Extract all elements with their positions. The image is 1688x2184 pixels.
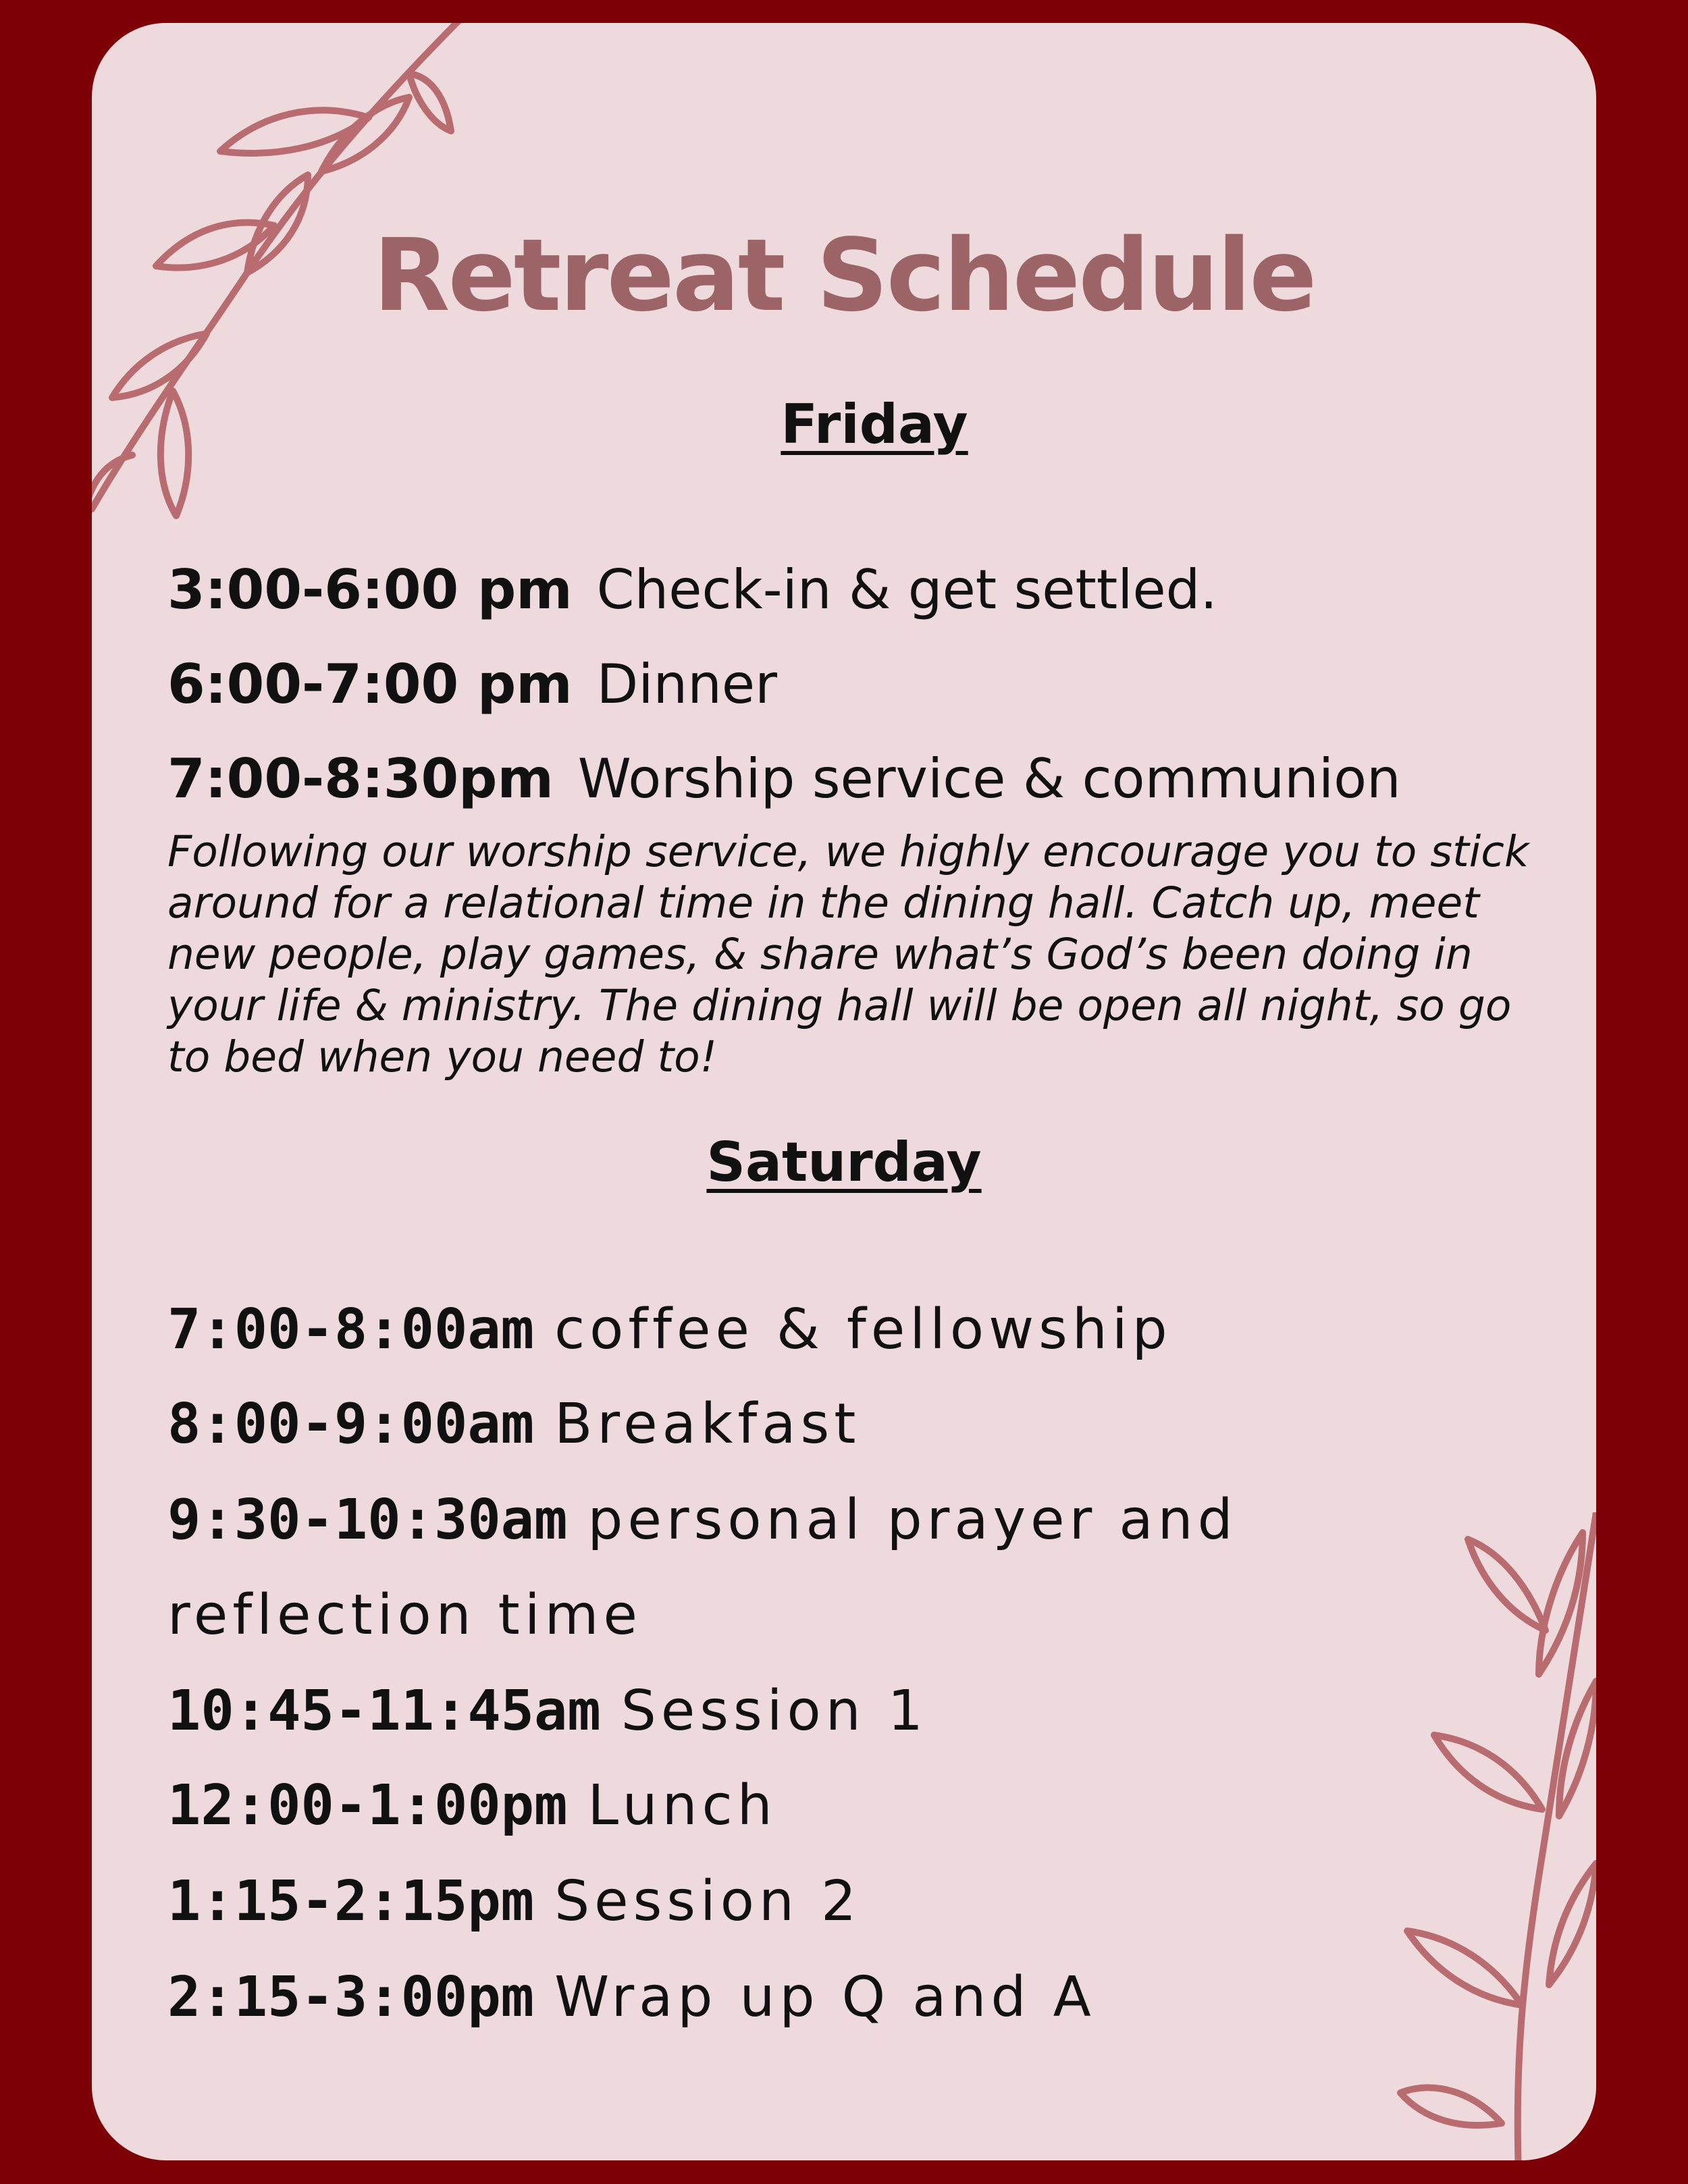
schedule-card bbox=[92, 23, 1596, 2160]
schedule-row bbox=[167, 1965, 1096, 2029]
schedule-activity: Breakfast bbox=[554, 1392, 861, 1456]
schedule-activity: reflection time bbox=[167, 1583, 642, 1647]
schedule-time: 3:00-6:00 pm bbox=[167, 558, 573, 621]
leaf-branch-bottom-right-icon bbox=[1394, 1512, 1596, 2160]
page-title: Retreat Schedule bbox=[373, 217, 1315, 334]
schedule-time: 12:00-1:00pm bbox=[167, 1774, 568, 1838]
schedule-row bbox=[167, 747, 1401, 810]
schedule-row bbox=[167, 1298, 1172, 1362]
schedule-activity: Dinner bbox=[596, 653, 777, 716]
schedule-activity: coffee & fellowship bbox=[554, 1298, 1172, 1362]
schedule-time: 1:15-2:15pm bbox=[167, 1869, 535, 1934]
schedule-time: 2:15-3:00pm bbox=[167, 1965, 535, 2029]
schedule-time: 9:30-10:30am bbox=[167, 1488, 568, 1552]
schedule-row bbox=[167, 1488, 1238, 1552]
schedule-time: 8:00-9:00am bbox=[167, 1392, 535, 1456]
schedule-time: 7:00-8:30pm bbox=[167, 747, 554, 810]
saturday-heading-label: Saturday bbox=[706, 1131, 982, 1194]
schedule-time: 6:00-7:00 pm bbox=[167, 653, 573, 716]
schedule-row bbox=[167, 1869, 862, 1934]
schedule-row bbox=[167, 1679, 928, 1743]
schedule-activity: Wrap up Q and A bbox=[554, 1965, 1096, 2029]
schedule-activity: personal prayer and bbox=[587, 1488, 1238, 1552]
schedule-activity: Lunch bbox=[587, 1774, 777, 1838]
schedule-activity: Session 2 bbox=[554, 1869, 862, 1934]
friday-heading bbox=[92, 393, 1596, 456]
schedule-time: 7:00-8:00am bbox=[167, 1298, 535, 1362]
schedule-row bbox=[167, 1392, 861, 1456]
schedule-activity: Check-in & get settled. bbox=[596, 558, 1217, 621]
saturday-heading bbox=[92, 1131, 1596, 1194]
schedule-activity: Worship service & communion bbox=[577, 747, 1401, 810]
schedule-time: 10:45-11:45am bbox=[167, 1679, 601, 1743]
schedule-activity: Session 1 bbox=[621, 1679, 928, 1743]
schedule-row bbox=[167, 1774, 777, 1838]
schedule-row-continued bbox=[167, 1583, 642, 1647]
friday-heading-label: Friday bbox=[781, 393, 968, 456]
schedule-row bbox=[167, 558, 1217, 621]
schedule-row bbox=[167, 653, 777, 716]
friday-note: Following our worship service, we highly encourage you to stick around for a relational time in the dining hall. Catch up, meet new people, play games, & share what’s God’s been doing in your life & ministry. The dining hall will be open all night, so go to bed when you need to! bbox=[167, 827, 1529, 1082]
